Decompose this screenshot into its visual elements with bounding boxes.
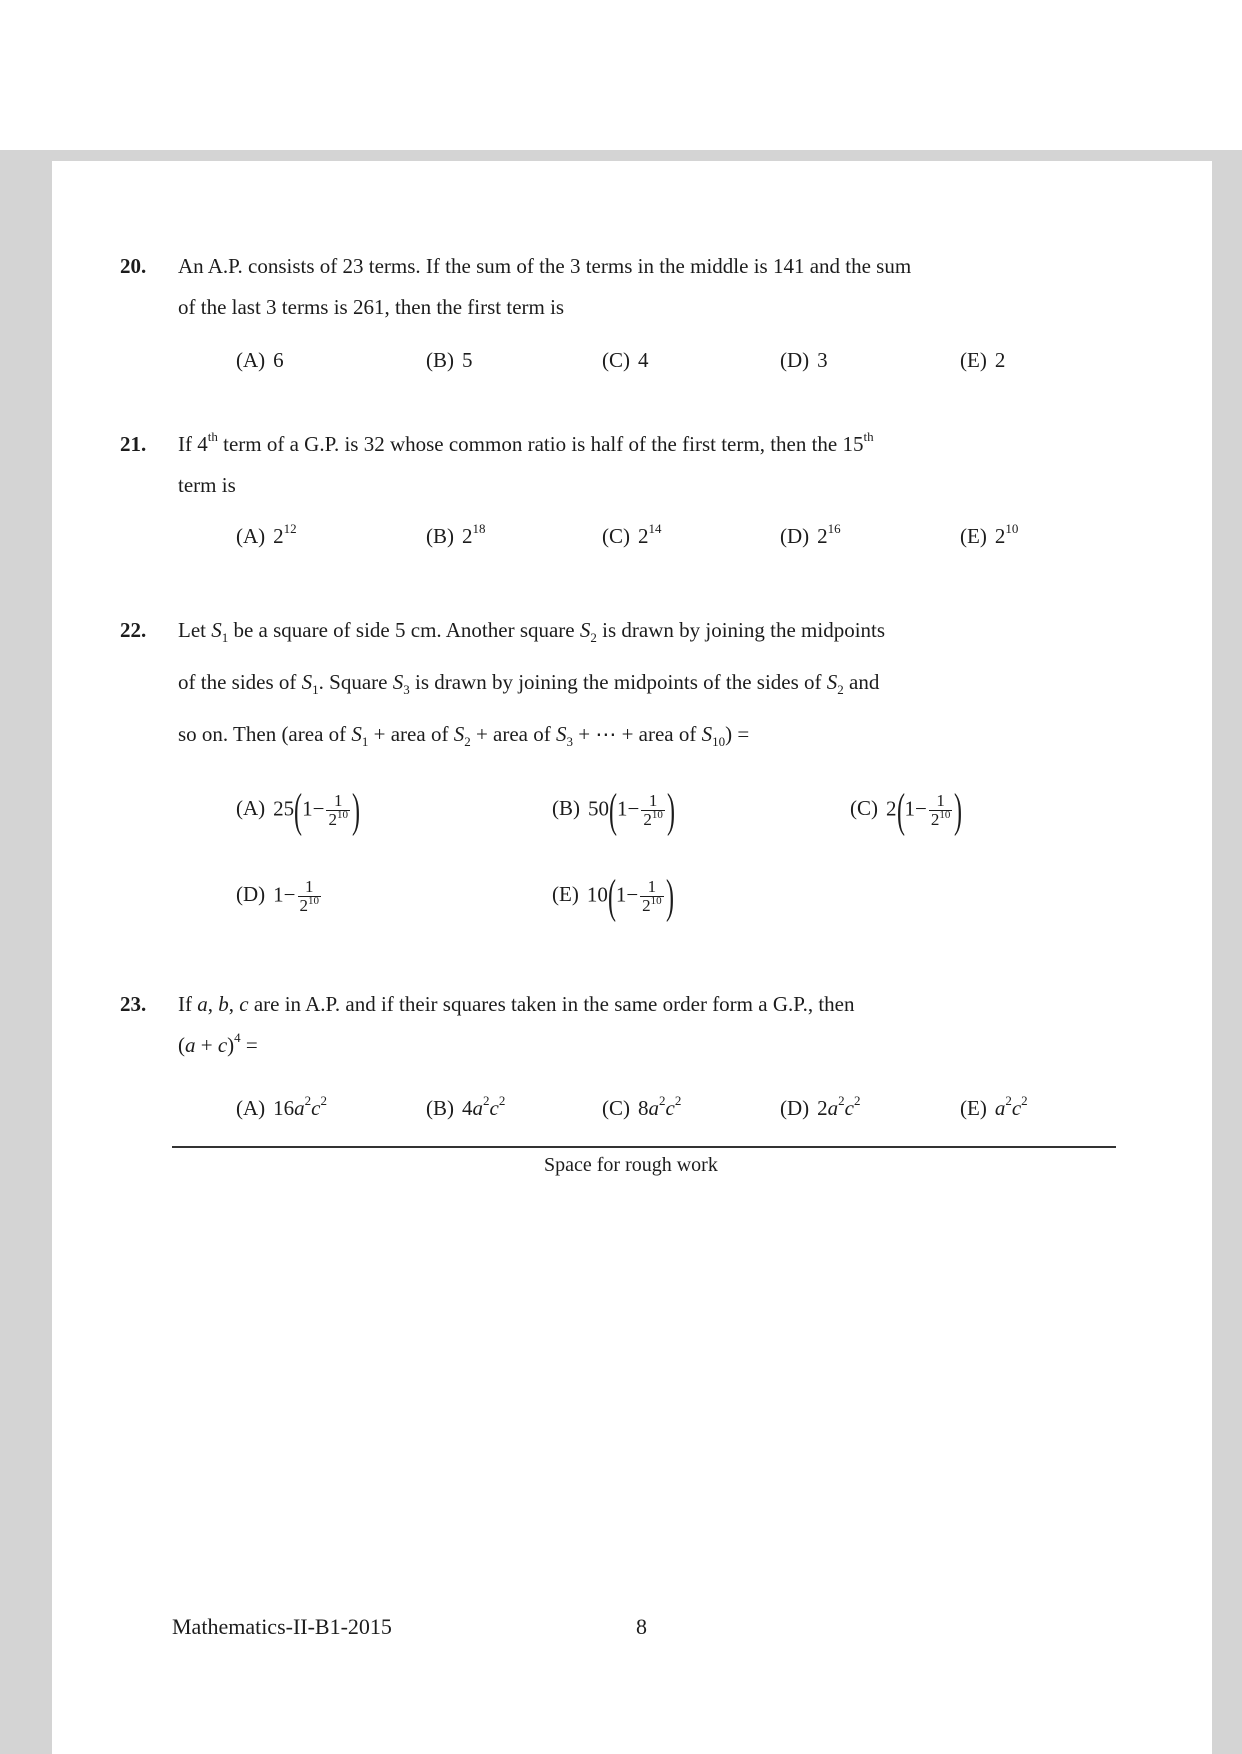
option-c[interactable]: (C) 2(1− $\frac{1}{2^{10}}$ ) xyxy=(850,783,963,837)
question-text: Let $S_1$ be a square of side 5 cm. Another square $S_2$ is drawn by joining the midpoints of the sides of $S_1$. Square $S_3$ is drawn by joining the midpoints of the sides of $S_2$ and so on. Then (area of $S_1$ + area of $S_2$ + area of $S_3$ + ⋯ + area of $S_{10}$) = xyxy=(178,618,886,749)
option-e[interactable]: (E) $a^2c^2$ xyxy=(960,1093,1028,1120)
option-b[interactable]: (B) $4a^2c^2$ xyxy=(426,1093,506,1120)
option-a[interactable]: (A) $16a^2c^2$ xyxy=(236,1093,327,1120)
option-d[interactable]: (D) 3 xyxy=(780,348,828,372)
fraction: $\frac{1}{2^{10}}$ xyxy=(299,877,319,915)
option-e[interactable]: (E) $2^{10}$ xyxy=(960,521,1019,548)
option-c[interactable]: (C) $2^{14}$ xyxy=(602,521,662,548)
question-text: If a, b, c are in A.P. and if their squares taken in the same order form a G.P., then $(a + c)^4$ = xyxy=(178,992,855,1057)
question-text: If 4th term of a G.P. is 32 whose common ratio is half of the first term, then the 15th term is xyxy=(178,429,874,497)
option-a[interactable]: (A) 25(1− $\frac{1}{2^{10}}$ ) xyxy=(236,783,360,837)
fraction: $\frac{1}{2^{10}}$ xyxy=(328,791,348,829)
option-a[interactable]: (A) $2^{12}$ xyxy=(236,521,297,548)
option-b[interactable]: (B) 5 xyxy=(426,348,473,372)
paper-sheet xyxy=(52,161,1212,1754)
option-d[interactable]: (D) 1− $\frac{1}{2^{10}}$ xyxy=(236,877,319,915)
question-number: 23. xyxy=(120,992,147,1016)
footer-subject: Mathematics-II-B1-2015 xyxy=(172,1614,392,1639)
option-d[interactable]: (D) $2^{16}$ xyxy=(780,521,841,548)
option-e[interactable]: (E) 10(1− $\frac{1}{2^{10}}$ ) xyxy=(552,869,674,923)
rough-work-divider xyxy=(172,1146,1116,1148)
option-b[interactable]: (B) $2^{18}$ xyxy=(426,521,486,548)
option-e[interactable]: (E) 2 xyxy=(960,348,1006,372)
question-number: 22. xyxy=(120,618,147,642)
option-d[interactable]: (D) $2a^2c^2$ xyxy=(780,1093,861,1120)
page-number: 8 xyxy=(636,1614,647,1639)
question-number: 21. xyxy=(120,432,147,456)
question-text xyxy=(178,246,1118,328)
question-line: of the last 3 terms is 261, then the first term is xyxy=(178,295,565,319)
option-c[interactable]: (C) $8a^2c^2$ xyxy=(602,1093,682,1120)
fraction: $\frac{1}{2^{10}}$ xyxy=(930,791,951,829)
option-a[interactable]: (A) 6 xyxy=(236,348,284,372)
fraction: $\frac{1}{2^{10}}$ xyxy=(643,791,663,829)
fraction: $\frac{1}{2^{10}}$ xyxy=(642,877,662,915)
question-line: An A.P. consists of 23 terms. If the sum of the 3 terms in the middle is 141 and the sum xyxy=(178,254,912,278)
question-number: 20. xyxy=(120,254,147,278)
option-c[interactable]: (C) 4 xyxy=(602,348,649,372)
rough-work-label: Space for rough work xyxy=(544,1154,718,1176)
option-b[interactable]: (B) 50(1− $\frac{1}{2^{10}}$ ) xyxy=(552,783,675,837)
